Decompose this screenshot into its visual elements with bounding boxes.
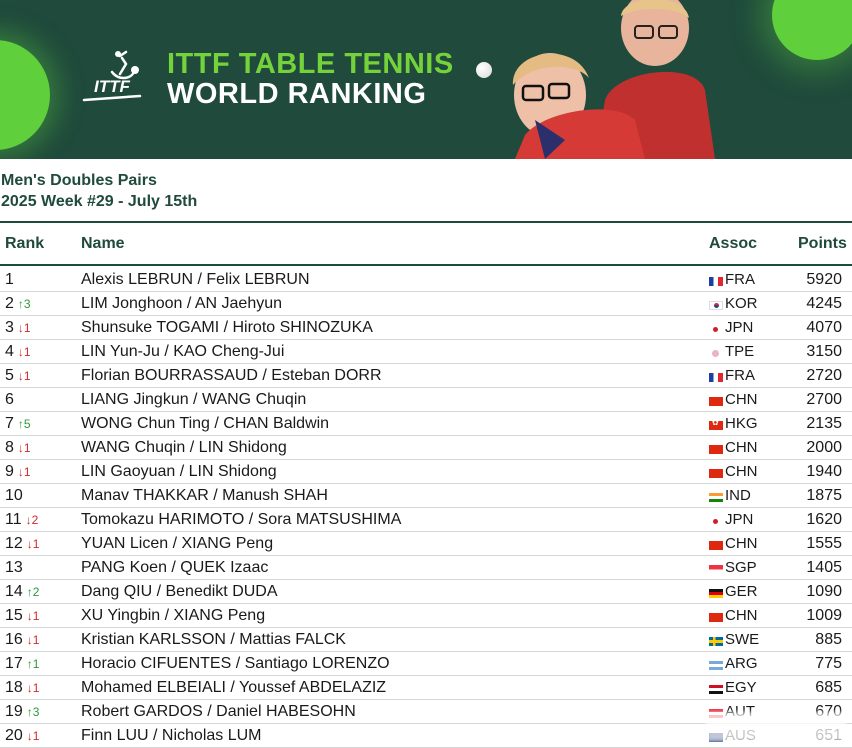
points-value: 1620 (806, 511, 842, 528)
ranking-category: Men's Doubles Pairs (1, 172, 157, 189)
table-row[interactable] (0, 484, 852, 508)
rank-change: ↓1 (17, 441, 31, 455)
points-value: 1940 (806, 463, 842, 480)
rank-number: 15 (5, 607, 23, 624)
rank-cell (5, 415, 31, 433)
pair-name[interactable]: PANG Koen / QUEK Izaac (81, 559, 269, 576)
points-value: 2700 (806, 391, 842, 408)
table-row[interactable] (0, 268, 852, 292)
banner-title-line2: WORLD RANKING (167, 78, 427, 110)
table-row[interactable] (0, 388, 852, 412)
rank-number: 18 (5, 679, 23, 696)
rank-cell (5, 607, 39, 625)
column-header-points: Points (798, 235, 847, 252)
rank-number: 14 (5, 583, 23, 600)
points-value: 4245 (806, 295, 842, 312)
rank-number: 19 (5, 703, 23, 720)
table-row[interactable] (0, 580, 852, 604)
rank-number: 12 (5, 535, 23, 552)
rank-number: 6 (5, 391, 14, 408)
pair-name[interactable]: YUAN Licen / XIANG Peng (81, 535, 274, 552)
pair-name[interactable]: Florian BOURRASSAUD / Esteban DORR (81, 367, 382, 384)
header-banner (0, 0, 852, 159)
rank-cell (5, 559, 27, 577)
association-code: CHN (725, 439, 758, 456)
points-value: 885 (815, 631, 842, 648)
association-code: HKG (725, 415, 758, 432)
table-row[interactable] (0, 556, 852, 580)
table-row[interactable] (0, 508, 852, 532)
association-code: CHN (725, 463, 758, 480)
rank-cell (5, 439, 31, 457)
flag-icon (709, 685, 723, 694)
ping-pong-ball-icon (476, 62, 492, 78)
points-value: 3150 (806, 343, 842, 360)
watermark-overlay (706, 712, 846, 742)
rank-number: 5 (5, 367, 14, 384)
rank-cell (5, 655, 39, 673)
pair-name[interactable]: Dang QIU / Benedikt DUDA (81, 583, 278, 600)
rank-change: ↑1 (26, 657, 40, 671)
ranking-week: 2025 Week #29 - July 15th (1, 193, 198, 210)
pair-name[interactable]: Horacio CIFUENTES / Santiago LORENZO (81, 655, 390, 672)
table-row[interactable] (0, 628, 852, 652)
pair-name[interactable]: WONG Chun Ting / CHAN Baldwin (81, 415, 330, 432)
association-code: FRA (725, 271, 755, 288)
column-header-name: Name (81, 235, 125, 252)
flag-icon (709, 373, 723, 382)
association-code: SWE (725, 631, 760, 648)
table-row[interactable] (0, 292, 852, 316)
pair-name[interactable]: WANG Chuqin / LIN Shidong (81, 439, 287, 456)
association-code: JPN (725, 511, 754, 528)
points-value: 1555 (806, 535, 842, 552)
rank-change: ↑5 (17, 417, 31, 431)
association-code: ARG (725, 655, 758, 672)
ranking-heading (1, 170, 197, 212)
association-code: GER (725, 583, 758, 600)
flag-icon (709, 421, 723, 430)
pair-name[interactable]: Manav THAKKAR / Manush SHAH (81, 487, 328, 504)
points-value: 2720 (806, 367, 842, 384)
table-row[interactable] (0, 604, 852, 628)
flag-icon (709, 325, 723, 334)
flag-icon (709, 469, 723, 478)
rank-number: 13 (5, 559, 23, 576)
rank-number: 9 (5, 463, 14, 480)
pair-name[interactable]: Alexis LEBRUN / Felix LEBRUN (81, 271, 310, 288)
association-code: CHN (725, 391, 758, 408)
pair-name[interactable]: LIN Yun-Ju / KAO Cheng-Jui (81, 343, 285, 360)
pair-name[interactable]: LIANG Jingkun / WANG Chuqin (81, 391, 307, 408)
flag-icon (709, 637, 723, 646)
pair-name[interactable]: LIN Gaoyuan / LIN Shidong (81, 463, 277, 480)
points-value: 1875 (806, 487, 842, 504)
flag-icon (709, 349, 723, 358)
rank-cell (5, 487, 27, 505)
rank-cell (5, 295, 31, 313)
rank-change: ↓1 (26, 609, 40, 623)
flag-icon (709, 613, 723, 622)
rank-number: 17 (5, 655, 23, 672)
points-value: 4070 (806, 319, 842, 336)
rank-cell (5, 511, 38, 529)
rank-cell (5, 727, 39, 745)
table-row[interactable] (0, 676, 852, 700)
rank-cell (5, 319, 31, 337)
rank-change: ↓2 (25, 513, 39, 527)
pair-name[interactable]: Mohamed ELBEIALI / Youssef ABDELAZIZ (81, 679, 387, 696)
rank-cell (5, 583, 39, 601)
table-row[interactable] (0, 652, 852, 676)
association-code: SGP (725, 559, 757, 576)
table-row[interactable] (0, 532, 852, 556)
flag-icon (709, 589, 723, 598)
pair-name[interactable]: Kristian KARLSSON / Mattias FALCK (81, 631, 346, 648)
pair-name[interactable]: Shunsuke TOGAMI / Hiroto SHINOZUKA (81, 319, 373, 336)
decorative-glow (0, 40, 50, 150)
association-code: FRA (725, 367, 755, 384)
rank-change: ↑2 (26, 585, 40, 599)
rank-number: 20 (5, 727, 23, 744)
rank-change: ↑3 (17, 297, 31, 311)
rank-change: ↓1 (17, 465, 31, 479)
pair-name[interactable]: LIM Jonghoon / AN Jaehyun (81, 295, 283, 312)
points-value: 2000 (806, 439, 842, 456)
ranking-table (0, 268, 852, 748)
column-header-rank: Rank (5, 235, 45, 252)
points-value: 2135 (806, 415, 842, 432)
pair-name[interactable]: Finn LUU / Nicholas LUM (81, 727, 262, 744)
rank-cell (5, 343, 31, 361)
association-code: CHN (725, 607, 758, 624)
association-code: KOR (725, 295, 758, 312)
rank-cell (5, 391, 18, 409)
flag-icon (709, 301, 723, 310)
column-header-assoc: Assoc (709, 235, 758, 252)
table-row[interactable] (0, 340, 852, 364)
rank-change: ↓1 (17, 321, 31, 335)
rank-change: ↑3 (26, 705, 40, 719)
table-row[interactable] (0, 460, 852, 484)
table-row[interactable] (0, 316, 852, 340)
association-code: TPE (725, 343, 755, 360)
points-value: 1405 (806, 559, 842, 576)
flag-icon (709, 565, 723, 574)
divider (0, 221, 852, 223)
rank-cell (5, 631, 39, 649)
points-value: 1090 (806, 583, 842, 600)
rank-number: 1 (5, 271, 14, 288)
points-value: 775 (815, 655, 842, 672)
rank-number: 2 (5, 295, 14, 312)
rank-change: ↓1 (26, 537, 40, 551)
points-value: 5920 (806, 271, 842, 288)
rank-cell (5, 463, 31, 481)
rank-number: 3 (5, 319, 14, 336)
divider (0, 264, 852, 266)
ittf-logo (82, 50, 144, 108)
association-code: JPN (725, 319, 754, 336)
rank-cell (5, 535, 39, 553)
table-row[interactable] (0, 412, 852, 436)
rank-number: 7 (5, 415, 14, 432)
rank-change: ↓1 (26, 633, 40, 647)
flag-icon (709, 661, 723, 670)
rank-number: 11 (5, 511, 22, 528)
flag-icon (709, 541, 723, 550)
table-row[interactable] (0, 436, 852, 460)
association-code: CHN (725, 535, 758, 552)
flag-icon (709, 517, 723, 526)
rank-cell (5, 271, 18, 289)
association-code: EGY (725, 679, 757, 696)
players-photo (505, 0, 845, 159)
rank-change: ↓1 (26, 729, 40, 743)
pair-name[interactable]: XU Yingbin / XIANG Peng (81, 607, 266, 624)
flag-icon (709, 445, 723, 454)
rank-number: 4 (5, 343, 14, 360)
svg-text:ITTF: ITTF (94, 77, 130, 96)
flag-icon (709, 277, 723, 286)
rank-number: 16 (5, 631, 23, 648)
rank-change: ↓1 (17, 345, 31, 359)
rank-cell (5, 679, 39, 697)
points-value: 685 (815, 679, 842, 696)
pair-name[interactable]: Robert GARDOS / Daniel HABESOHN (81, 703, 356, 720)
rank-change: ↓1 (26, 681, 40, 695)
flag-icon (709, 397, 723, 406)
flag-icon (709, 493, 723, 502)
points-value: 1009 (806, 607, 842, 624)
banner-title-line1: ITTF TABLE TENNIS (167, 48, 454, 80)
rank-change: ↓1 (17, 369, 31, 383)
rank-cell (5, 703, 39, 721)
pair-name[interactable]: Tomokazu HARIMOTO / Sora MATSUSHIMA (81, 511, 402, 528)
rank-number: 8 (5, 439, 14, 456)
rank-cell (5, 367, 31, 385)
rank-number: 10 (5, 487, 23, 504)
association-code: IND (725, 487, 751, 504)
table-row[interactable] (0, 364, 852, 388)
